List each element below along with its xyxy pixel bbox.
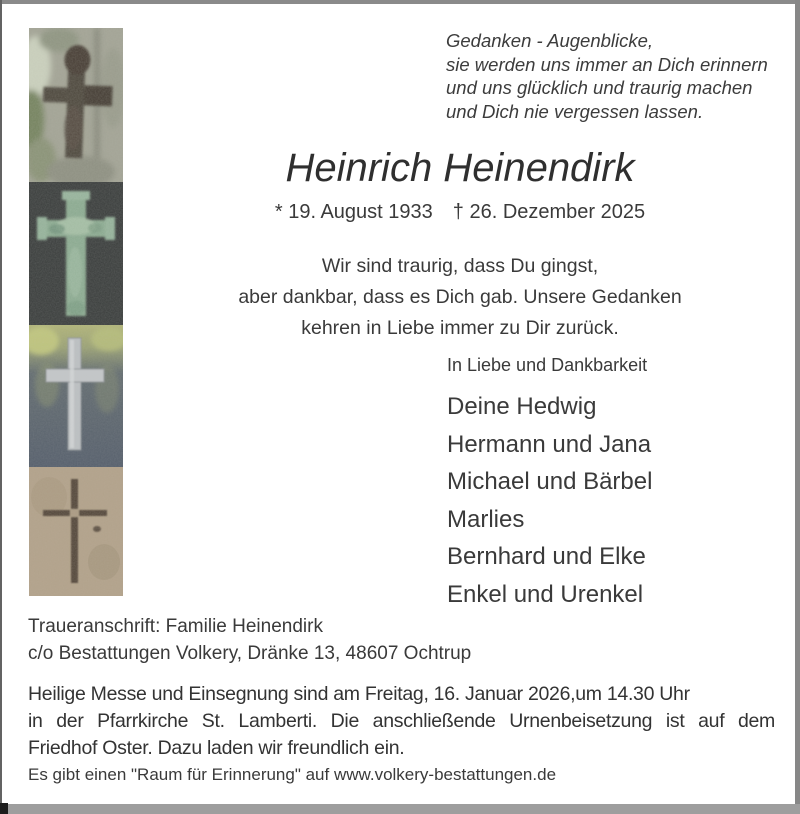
epigraph bbox=[446, 29, 768, 123]
birth-date: * 19. August 1933 bbox=[274, 201, 433, 223]
epigraph-line: sie werden uns immer an Dich erinnern bbox=[446, 53, 768, 75]
death-date: † 26. Dezember 2025 bbox=[452, 201, 646, 223]
scan-border-top bbox=[0, 0, 800, 4]
mourning-verse bbox=[160, 251, 760, 344]
service-line: Heilige Messe und Einsegnung sind am Freitag, 16. Januar 2026,um 14.30 Uhr bbox=[28, 683, 690, 705]
mourner-name: Hermann und Jana bbox=[447, 430, 652, 458]
memorial-photo-strip bbox=[29, 28, 123, 596]
mourner-name: Marlies bbox=[447, 505, 525, 533]
epigraph-line: Gedanken - Augenblicke, bbox=[446, 30, 654, 51]
scan-border-corner bbox=[0, 803, 8, 814]
photo-steel-cross-slate-moss bbox=[29, 325, 123, 467]
mourner-name: Deine Hedwig bbox=[447, 393, 597, 420]
photo-steel-cross-slate-moss-image bbox=[29, 325, 123, 467]
service-details bbox=[28, 681, 775, 762]
verse-line: Wir sind traurig, dass Du gingst, bbox=[321, 255, 599, 277]
service-line: in der Pfarrkirche St. Lamberti. Die anschließende Urnenbeisetzung ist auf dem bbox=[28, 710, 775, 732]
epigraph-line: und Dich nie vergessen lassen. bbox=[446, 100, 704, 122]
mourner-name: Bernhard und Elke bbox=[447, 543, 646, 570]
scan-border-left bbox=[0, 0, 2, 814]
condolence-block bbox=[447, 355, 652, 613]
verse-line: kehren in Liebe immer zu Dir zurück. bbox=[301, 317, 619, 339]
epigraph-line: und uns glücklich und traurig machen bbox=[446, 77, 753, 98]
condolence-intro: In Liebe und Dankbarkeit bbox=[447, 355, 648, 375]
verse-line: aber dankbar, dass es Dich gab. Unsere Gedanken bbox=[238, 286, 682, 308]
mourning-address bbox=[28, 614, 471, 667]
life-dates bbox=[190, 201, 730, 224]
service-line: Friedhof Oster. Dazu laden wir freundlich ein. bbox=[28, 737, 405, 759]
mourner-name: Enkel und Urenkel bbox=[447, 580, 644, 608]
memorial-website-note: Es gibt einen "Raum für Erinnerung" auf www.volkery-bestattungen.de bbox=[28, 765, 557, 784]
photo-verdigris-cross-dark-granite bbox=[29, 182, 123, 325]
photo-engraved-cross-beige-granite-image bbox=[29, 467, 123, 596]
address-line: Traueranschrift: Familie Heinendirk bbox=[28, 616, 323, 637]
photo-weathered-cross-mossy-stone-image bbox=[29, 28, 123, 182]
photo-engraved-cross-beige-granite bbox=[29, 467, 123, 596]
scan-border-bottom bbox=[0, 804, 800, 814]
address-line: c/o Bestattungen Volkery, Dränke 13, 48607 Ochtrup bbox=[28, 642, 472, 664]
deceased-name: Heinrich Heinendirk bbox=[285, 146, 635, 190]
scan-border-right bbox=[795, 0, 800, 814]
photo-weathered-cross-mossy-stone bbox=[29, 28, 123, 182]
photo-verdigris-cross-dark-granite-image bbox=[29, 182, 123, 325]
mourner-name: Michael und Bärbel bbox=[447, 468, 653, 495]
